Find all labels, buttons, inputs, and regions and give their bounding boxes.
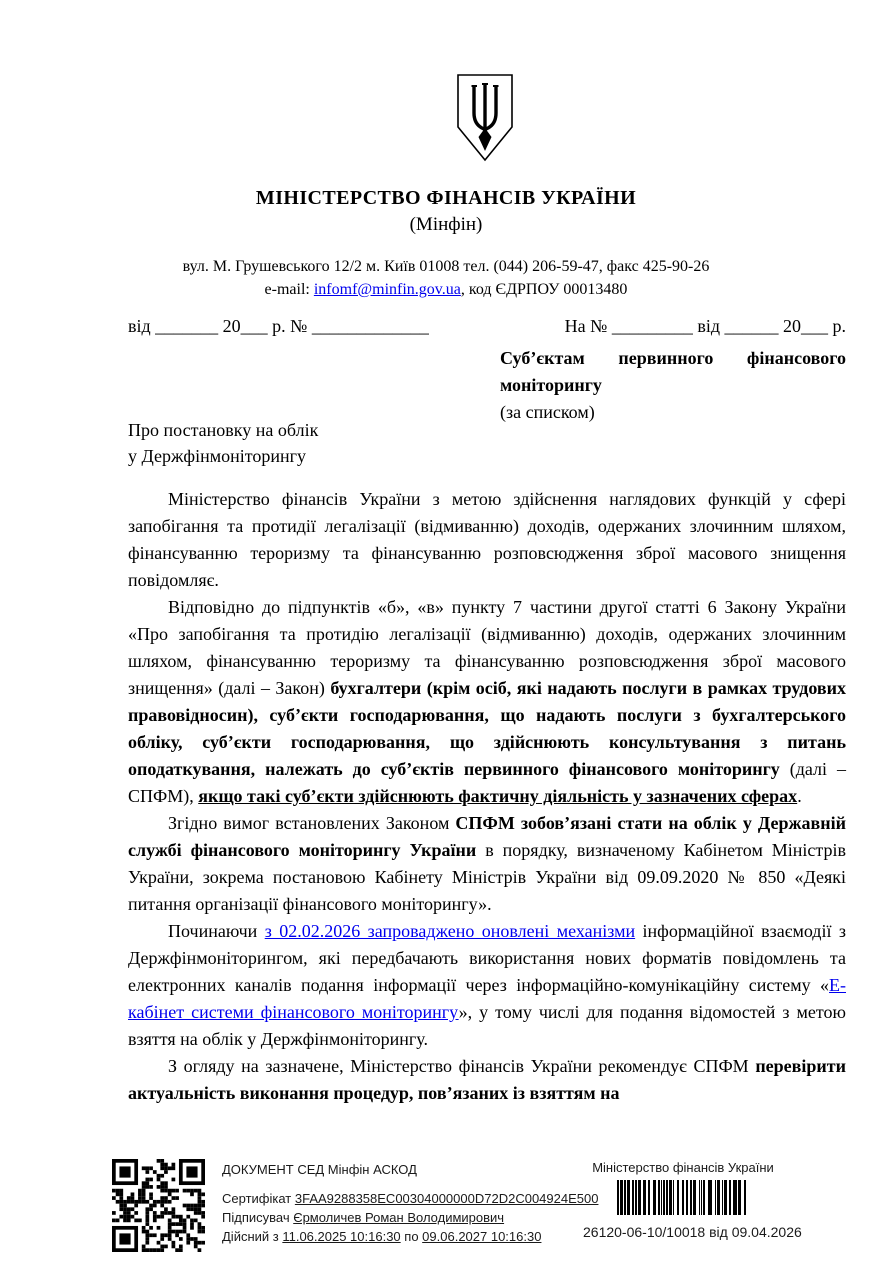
email-label: e-mail: [264,281,314,298]
contact-block [0,255,892,301]
barcode [617,1180,749,1215]
certificate-line [222,1189,598,1208]
trident-emblem-icon [452,73,518,163]
subject-block [128,417,318,469]
paragraph-5 [128,1053,846,1107]
paragraph-2 [128,594,846,810]
incoming-ref-blank: На № _________ від ______ 20___ р. [564,316,846,336]
paragraph-5-text: З огляду на зазначене, Міністерство фінансів України рекомендує СПФМ [168,1056,756,1076]
paragraph-2-text: Відповідно до підпунктів «б», «в» пункту 7 частини другої статті 6 Закону України «Про запобігання та протидію легалізації (відмиванню) доходів, одержаних злочинним шляхом, фінансуванню тероризму та фінансуванню розповсюдження зброї масового знищення» (далі – Закон) [128,597,846,698]
recipient-name: Суб’єктам первинного фінансового моніторингу [500,348,846,395]
ecabinet-system-link[interactable]: Е-кабінет системи фінансового моніторингу [128,975,846,1022]
paragraph-4-text: Починаючи [168,921,265,941]
paragraph-3-text: Згідно вимог встановлених Законом [168,813,456,833]
signature-block [222,1160,598,1246]
paragraph-4-end: », у тому числі для подання відомостей з метою взяття на облік у Держфінмоніторингу. [128,1002,846,1049]
certificate-label: Сертифікат [222,1191,295,1206]
paragraph-3-end: в порядку, визначеному Кабінетом Міністрів України, зокрема постановою Кабінету Міністрів України від 09.09.2020 № 850 «Деякі питання організації фінансового моніторингу». [128,840,846,914]
certificate-number: 3FAA9288358EC00304000000D72D2C004924E500 [294,1191,599,1206]
paragraph-3 [128,810,846,918]
email-link[interactable]: infomf@minfin.gov.ua [313,281,461,298]
email-line [0,278,892,301]
paragraph-3-bold: СПФМ зобов’язані стати на облік у Державній службі фінансового моніторингу України [128,813,846,860]
qr-code [112,1159,205,1252]
paragraph-2-bold: бухгалтери (крім осіб, які надають послуги в рамках трудових правовідносин), суб’єкти господарювання, що надають послуги з бухгалтерського обліку, суб’єкти господарювання, що здійснюють консультування з питань оподаткування, належать до суб’єктів первинного фінансового моніторингу [128,678,846,779]
sed-system-label: ДОКУМЕНТ СЕД Мінфін АСКОД [222,1162,417,1177]
recipient-note: (за списком) [500,402,595,422]
outgoing-ref-blank: від _______ 20___ р. № _____________ [128,316,429,336]
letter-body [128,486,846,1107]
valid-label-from: Дійсний з [222,1229,283,1244]
letterhead [0,186,892,238]
paragraph-2-mid: (далі – СПФМ), [128,759,846,806]
ministry-title: МІНІСТЕРСТВО ФІНАНСІВ УКРАЇНИ [255,187,637,209]
paragraph-2-period: . [797,786,802,806]
paragraph-1-text: Міністерство фінансів України з метою здійснення наглядових функцій у сфері запобігання та протидії легалізації (відмиванню) доходів, одержаних злочинним шляхом, фінансуванню тероризму та фінансуванню розповсюдження зброї масового знищення повідомляє. [128,489,846,590]
signer-name: Єрмоличев Роман Володимирович [293,1210,505,1225]
address-line: вул. М. Грушевського 12/2 м. Київ 01008 тел. (044) 206-59-47, факс 425-90-26 [182,258,710,275]
subject-line-2: у Держфінмоніторингу [128,446,307,466]
document-number: 26120-06-10/10018 від 09.04.2026 [583,1224,802,1240]
paragraph-1 [128,486,846,594]
mechanisms-update-link[interactable]: з 02.02.2026 запроваджено оновлені механізми [264,921,636,941]
org-name: Міністерство фінансів України [592,1160,774,1175]
signer-label: Підписувач [222,1210,294,1225]
validity-line [222,1227,598,1246]
paragraph-2-bold-underline: якщо такі суб’єкти здійснюють фактичну діяльність у зазначених сферах [198,786,798,806]
signer-line [222,1208,598,1227]
reference-line [128,316,846,337]
recipient-block [500,345,846,426]
subject-line-1: Про постановку на облік [128,420,319,440]
paragraph-4-mid: інформаційної взаємодії з Держфінмоніторингом, які передбачають використання нових форматів повідомлень та електронних каналів подання інформації через інформаційно-комунікаційну систему « [128,921,846,995]
paragraph-5-bold: перевірити актуальність виконання процедур, пов’язаних із взяттям на [128,1056,846,1103]
valid-label-to: по [400,1229,423,1244]
valid-from-date: 11.06.2025 10:16:30 [282,1229,401,1244]
valid-to-date: 09.06.2027 10:16:30 [422,1229,542,1244]
paragraph-4 [128,918,846,1053]
registration-block [583,1160,802,1240]
edrpou-code: , код ЄДРПОУ 00013480 [460,281,628,298]
ministry-short-name: (Мінфін) [409,214,483,235]
